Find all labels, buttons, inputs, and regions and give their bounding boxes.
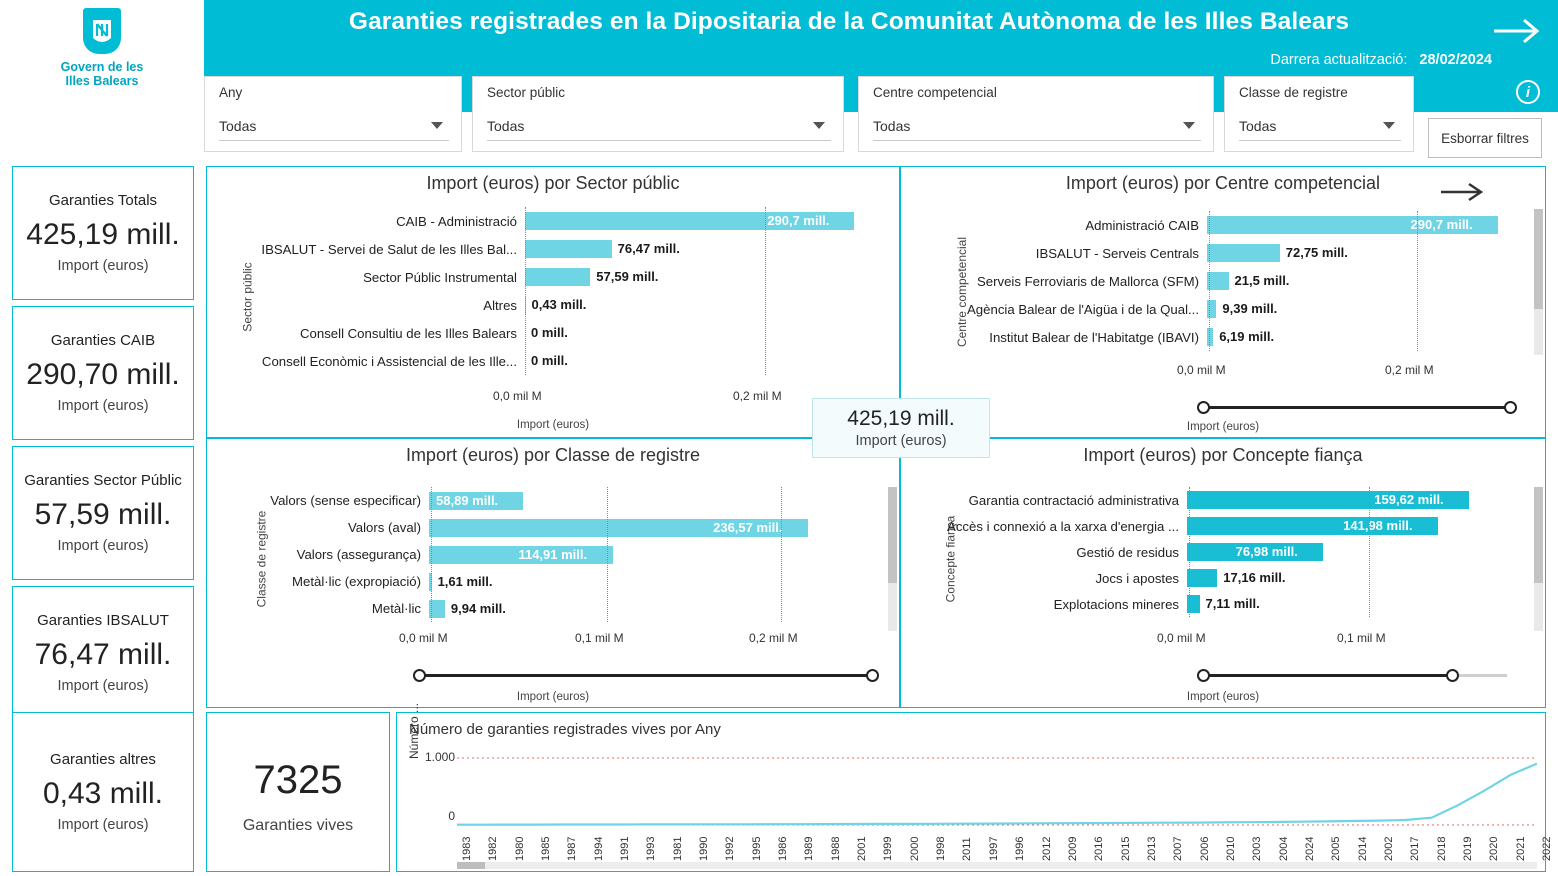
y-axis-ticks [421,750,457,827]
filter-centre[interactable] [858,76,1214,152]
x-axis-year-labels [457,829,1553,865]
bar-group[interactable] [927,487,1519,617]
bar-value-label: 57,59 mill. [596,269,659,284]
chart-vertical-scrollbar[interactable] [1534,487,1543,631]
tooltip-value: 425,19 mill. [847,407,955,430]
chart-panel-centre [900,166,1546,438]
kpi-value: 76,47 mill. [34,638,172,672]
bar-value-label: 76,47 mill. [617,241,680,256]
bar-value-label: 0 mill. [531,325,568,340]
filter-classe-select[interactable] [1239,111,1401,141]
filter-sector-value: Todas [487,117,525,134]
bar-category-label: Accès i connexió a la xarxa d'energia ... [947,518,1179,534]
logo-line-1: Govern de les [60,60,144,74]
x-axis-ticks [927,631,1519,647]
bar-track [525,347,875,375]
bar-category-label: Sector Públic Instrumental [363,269,517,285]
bar-track [525,207,875,235]
x-tick-label: 0,0 mil M [399,631,448,645]
filter-sector-select[interactable] [487,111,831,141]
x-tick-year: 1989 [803,836,816,861]
page-title: Garanties registrades en la Dipositaria de la Comunitat Autònoma de les Illes Balears [348,8,1350,35]
filter-classe-value: Todas [1239,117,1277,134]
x-range-slider[interactable] [1197,401,1517,413]
bar-fill[interactable] [525,268,590,286]
filter-centre-select[interactable] [873,111,1201,141]
y-tick-bottom: 0 [448,809,455,823]
x-tick-year: 2015 [1119,836,1132,861]
bar-value-label: 58,89 mill. [436,492,499,508]
bar-track [429,487,883,515]
bar-category-label: IBSALUT - Servei de Salut de les Illes Bal... [261,241,517,257]
bar-category-label: Valors (assegurança) [296,547,421,562]
x-axis-title: Import (euros) [1186,421,1260,433]
kpi-garanties-vives [206,712,390,872]
kpi-title: Garanties IBSALUT [37,611,169,629]
x-tick-label: 0,0 mil M [493,389,542,403]
x-tick-year: 1982 [487,836,500,861]
filter-classe[interactable] [1224,76,1414,152]
y-axis-title: Centre competencial [955,236,970,348]
bar-row[interactable] [927,513,1519,539]
bar-fill[interactable] [1207,328,1213,346]
bar-value-label: 290,7 mill. [1410,217,1473,232]
bar-track [1207,211,1519,239]
x-tick-year: 2005 [1330,836,1343,861]
bar-row[interactable] [235,235,875,263]
logo-text [61,60,144,89]
chevron-down-icon [1183,122,1195,129]
chart-vertical-scrollbar[interactable] [1534,209,1543,355]
bar-value-label: 0,43 mill. [531,297,587,312]
bar-track [429,568,883,596]
x-range-slider[interactable] [1197,669,1517,681]
bar-value-label: 6,19 mill. [1219,329,1275,344]
x-tick-year: 2009 [1066,836,1079,861]
x-tick-year: 2006 [1198,836,1211,861]
x-tick-label: 0,2 mil M [749,631,798,645]
bar-value-label: 9,94 mill. [450,600,506,616]
bar-category-label: Serveis Ferroviaris de Mallorca (SFM) [976,273,1199,289]
chevron-down-icon [431,122,443,129]
bar-category-label: Metàl·lic [371,601,421,616]
kpi-value: 7325 [253,758,343,802]
bar-row[interactable] [927,487,1519,513]
bar-category-label: Metàl·lic (expropiació) [292,574,421,589]
info-icon[interactable]: i [1516,80,1540,104]
kpi-value: 290,70 mill. [26,358,180,392]
gridline [525,207,526,375]
x-tick-year: 2004 [1277,836,1290,861]
x-tick-label: 0,0 mil M [1177,363,1226,377]
x-tick-year: 1985 [540,836,553,861]
kpi-garanties-caib [12,306,194,440]
gridline [431,487,432,622]
x-tick-year: 2013 [1145,836,1158,861]
x-tick-year: 2024 [1303,836,1316,861]
x-tick-year: 1983 [461,836,473,861]
gridline [781,487,782,622]
x-axis-ticks [233,631,883,647]
bar-row[interactable] [927,565,1519,591]
chart-panel-classe [206,438,900,708]
bar-row[interactable] [233,568,883,595]
bar-track [1187,512,1519,540]
x-tick-year: 2020 [1488,836,1501,861]
filter-classe-label: Classe de registre [1239,85,1348,100]
bar-value-label: 9,39 mill. [1222,301,1278,316]
kpi-title: Garanties altres [50,750,156,768]
kpi-sub: Garanties vives [242,817,354,834]
bar-category-label: Administració CAIB [1085,217,1199,233]
chart-drill-arrow-icon[interactable] [1439,181,1485,208]
chart-panel-anys [396,702,1553,872]
x-tick-year: 2021 [1514,836,1527,861]
x-tick-label: 0,2 mil M [1385,363,1434,377]
logo-line-2: Illes Balears [65,74,139,89]
kpi-value: 0,43 mill. [42,777,164,811]
chart-horizontal-scrollbar[interactable] [457,862,1537,869]
x-tick-year: 2014 [1356,836,1369,861]
bar-row[interactable] [235,207,875,235]
x-tick-year: 1991 [619,836,632,861]
x-tick-year: 1996 [1014,836,1027,861]
filter-any-value: Todas [219,117,257,134]
logo-block [0,0,204,166]
x-tick-year: 2001 [856,836,869,861]
bar-row[interactable] [235,263,875,291]
bar-group[interactable] [927,211,1519,351]
bar-category-label: Altres [483,297,517,313]
govern-shield-icon [83,8,121,54]
x-range-slider[interactable] [413,669,879,681]
x-tick-year: 2012 [1040,836,1053,861]
kpi-garanties-altres [12,712,194,872]
chevron-down-icon [813,122,825,129]
bar-track [1207,267,1519,295]
bar-fill[interactable] [1187,569,1217,587]
x-tick-year: 2003 [1251,836,1264,861]
last-updated-label: Darrera actualització: [1270,52,1408,68]
filter-centre-value: Todas [873,117,911,134]
bar-track [429,514,883,542]
bar-category-label: Agència Balear de l'Aigüa i de la Qual... [967,301,1199,317]
bar-row[interactable] [235,319,875,347]
kpi-title: Garanties Sector Públic [24,471,182,489]
gridline [1369,487,1370,617]
x-tick-year: 2022 [1541,836,1553,861]
kpi-sub: Import (euros) [57,538,149,555]
bar-track [1207,239,1519,267]
chevron-down-icon [1383,122,1395,129]
bar-track [1187,564,1519,592]
bar-value-label: 0 mill. [531,353,568,368]
filter-sector-label: Sector públic [487,85,566,100]
x-axis-title: Import (euros) [516,691,590,703]
x-tick-year: 1997 [987,836,1000,861]
bar-value-label: 1,61 mill. [437,573,493,589]
bar-row[interactable] [927,239,1519,267]
tooltip-card [812,398,990,458]
bar-category-label: CAIB - Administració [396,213,517,229]
bar-category-label: Garantia contractació administrativa [968,492,1179,508]
x-tick-year: 2018 [1435,836,1448,861]
bar-track [525,291,875,319]
gridline [1417,211,1418,351]
chart-vertical-scrollbar[interactable] [888,487,897,631]
kpi-sub: Import (euros) [57,678,149,695]
bar-track [1207,323,1519,351]
x-tick-year: 1998 [935,836,948,861]
y-tick-top: 1.000 [424,750,455,764]
bar-row[interactable] [927,295,1519,323]
x-axis-ticks [927,363,1519,379]
chart-panel-concepte [900,438,1546,708]
bar-row[interactable] [235,291,875,319]
x-tick-year: 1992 [724,836,737,861]
chart-title: Import (euros) por Centre competencial [1065,173,1381,193]
bar-category-label: Institut Balear de l'Habitatge (IBAVI) [989,329,1199,345]
x-tick-year: 1988 [829,836,842,861]
x-tick-year: 1993 [645,836,658,861]
bar-category-label: Valors (aval) [347,520,421,535]
bar-row[interactable] [233,514,883,541]
filter-centre-label: Centre competencial [873,85,997,100]
bar-fill[interactable] [1207,244,1280,262]
kpi-value: 425,19 mill. [26,218,180,252]
bar-row[interactable] [233,595,883,622]
x-tick-year: 2010 [1224,836,1237,861]
kpi-garanties-sector-public [12,446,194,580]
filter-any-label: Any [219,85,243,100]
gridline [1209,211,1210,351]
bar-value-label: 236,57 mill. [713,519,783,535]
last-updated-date: 28/02/2024 [1419,52,1492,68]
chart-title: Import (euros) por Sector públic [426,173,680,193]
bar-value-label: 72,75 mill. [1285,245,1348,260]
bar-fill[interactable] [1207,272,1229,290]
clear-filters-button[interactable]: Esborrar filtres [1428,118,1542,158]
next-page-arrow-icon[interactable] [1492,14,1542,48]
x-tick-year: 2011 [961,837,974,861]
bar-value-label: 7,11 mill. [1205,596,1260,611]
x-tick-year: 1999 [882,836,895,861]
bar-row[interactable] [927,323,1519,351]
bar-row[interactable] [927,211,1519,239]
y-axis-title: Concepte fiança [943,515,958,603]
bar-group[interactable] [233,487,883,622]
bar-value-label: 159,62 mill. [1374,492,1444,507]
kpi-sub: Import (euros) [57,817,149,834]
y-axis-title: Classe de registre [254,510,269,608]
bar-track [525,235,875,263]
bar-value-label: 141,98 mill. [1343,518,1413,533]
kpi-sub: Import (euros) [57,398,149,415]
filter-any[interactable] [204,76,462,152]
gridline [765,207,766,375]
bar-category-label: Jocs i apostes [1095,570,1179,586]
bar-track [1207,295,1519,323]
x-tick-year: 2016 [1093,836,1106,861]
filter-any-select[interactable] [219,111,449,141]
x-tick-year: 1981 [671,836,684,861]
bar-track [1187,538,1519,566]
x-tick-year: 2017 [1409,836,1422,861]
last-updated [1270,52,1492,68]
bar-category-label: Consell Econòmic i Assistencial de les Ille... [261,353,517,369]
bar-row[interactable] [235,347,875,375]
x-tick-label: 0,1 mil M [1337,631,1386,645]
x-tick-year: 1980 [513,836,526,861]
bar-row[interactable] [233,487,883,514]
bar-category-label: Explotacions mineres [1053,596,1179,612]
bar-value-label: 114,91 mill. [518,546,588,562]
bar-track [1187,590,1519,618]
gridline [1189,487,1190,617]
bar-track [429,541,883,569]
x-tick-year: 1987 [566,836,579,861]
x-axis-title: Import (euros) [516,419,590,431]
tooltip-sub: Import (euros) [855,433,947,449]
filter-sector[interactable] [472,76,844,152]
line-chart-plot[interactable] [457,757,1537,827]
bar-value-label: 17,16 mill. [1223,570,1286,585]
x-tick-year: 1990 [698,836,711,861]
kpi-garanties-totals [12,166,194,300]
y-axis-title: Sector públic [240,262,255,332]
bar-value-label: 21,5 mill. [1234,273,1290,288]
kpi-value: 57,59 mill. [34,498,172,532]
chart-title: Número de garanties registrades vives por Any [409,721,721,738]
chart-title: Import (euros) por Classe de registre [405,445,701,465]
x-tick-year: 2007 [1172,836,1185,861]
bar-row[interactable] [233,541,883,568]
x-tick-label: 0,1 mil M [575,631,624,645]
chart-panel-sector [206,166,900,438]
x-tick-year: 1994 [592,836,605,861]
bar-row[interactable] [927,539,1519,565]
x-axis-ticks [235,389,875,405]
bar-category-label: IBSALUT - Serveis Centrals [1035,245,1199,261]
bar-value-label: 290,7 mill. [767,213,830,228]
bar-group[interactable] [235,207,875,375]
x-tick-year: 2019 [1461,836,1474,861]
x-tick-year: 2000 [908,836,921,861]
bar-fill[interactable] [525,240,612,258]
bar-track [429,595,883,623]
kpi-sub: Import (euros) [57,258,149,275]
kpi-title: Garanties CAIB [50,331,156,349]
bar-track [1187,486,1519,514]
bar-track [525,263,875,291]
bar-category-label: Consell Consultiu de les Illes Balears [300,325,517,341]
gridline [607,487,608,622]
chart-title: Import (euros) por Concepte fiança [1083,445,1363,465]
bar-row[interactable] [927,591,1519,617]
x-tick-label: 0,2 mil M [733,389,782,403]
bar-category-label: Gestió de residus [1076,544,1179,560]
kpi-title: Garanties Totals [48,191,158,209]
bar-value-label: 76,98 mill. [1235,544,1298,559]
x-tick-year: 1986 [777,836,790,861]
x-axis-title: Import (euros) [1186,691,1260,703]
bar-row[interactable] [927,267,1519,295]
y-axis-title: Número ... [407,702,421,759]
x-tick-year: 2002 [1382,836,1395,861]
x-tick-label: 0,0 mil M [1157,631,1206,645]
kpi-garanties-ibsalut [12,586,194,720]
x-tick-year: 1995 [750,836,763,861]
bar-category-label: Valors (sense especificar) [270,493,421,508]
bar-track [525,319,875,347]
